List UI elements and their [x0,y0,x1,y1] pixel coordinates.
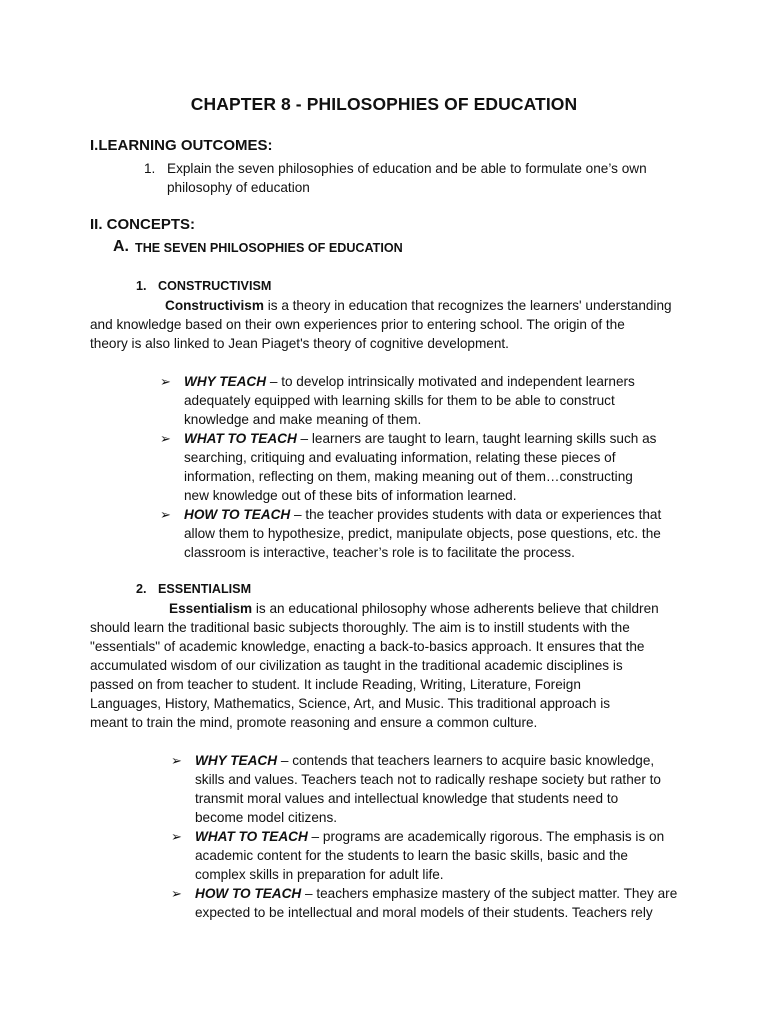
arrow-bullet-icon: ➢ [171,753,182,768]
paragraph-line: should learn the traditional basic subjects thoroughly. The aim is to instill students with the [90,620,630,635]
essentialism-para-first: is an educational philosophy whose adherents believe that children [252,601,659,616]
essentialism-term: Essentialism [169,601,253,616]
bullet-line: classroom is interactive, teacher’s role is to facilitate the process. [184,545,575,560]
paragraph-line: theory is also linked to Jean Piaget's theory of cognitive development. [90,336,509,351]
arrow-bullet-icon: ➢ [171,829,182,844]
arrow-bullet-icon: ➢ [160,431,171,446]
constructivism-para-first: is a theory in education that recognizes the learners' understanding [263,298,672,313]
bullet-line: expected to be intellectual and moral models of their students. Teachers rely [195,905,653,920]
bullet-text: – programs are academically rigorous. The emphasis is on [307,829,665,844]
paragraph-line: Languages, History, Mathematics, Science, Art, and Music. This traditional approach is [90,696,611,711]
paragraph-line: and knowledge based on their own experiences prior to entering school. The origin of the [90,317,625,332]
constructivism-heading: CONSTRUCTIVISM [158,279,272,293]
paragraph-line: accumulated wisdom of our civilization as taught in the traditional academic disciplines is [90,658,623,673]
constructivism-number: 1. [136,279,147,293]
bullet-text: – contends that teachers learners to acquire basic knowledge, [277,753,655,768]
bullet-line: adequately equipped with learning skills for them to be able to construct [184,393,615,408]
learning-outcomes-heading: I.LEARNING OUTCOMES: [90,137,273,154]
bullet-line: information, reflecting on them, making meaning out of them…constructing [184,469,633,484]
bullet-text: – teachers emphasize mastery of the subject matter. They are [301,886,678,901]
bullet-label: HOW TO TEACH [184,507,291,522]
bullet-line: academic content for the students to learn the basic skills, basic and the [195,848,628,863]
bullet-line: skills and values. Teachers teach not to radically reshape society but rather to [195,772,661,787]
bullet-label: WHY TEACH [195,753,278,768]
paragraph-line: meant to train the mind, promote reasoning and ensure a common culture. [90,715,538,730]
bullet-line: allow them to hypothesize, predict, manipulate objects, pose questions, etc. the [184,526,661,541]
bullet-line: complex skills in preparation for adult life. [195,867,444,882]
bullet-line: become model citizens. [195,810,338,825]
bullet-line: searching, critiquing and evaluating information, relating these pieces of [184,450,616,465]
concepts-heading: II. CONCEPTS: [90,216,196,233]
constructivism-term: Constructivism [165,298,264,313]
bullet-label: WHY TEACH [184,374,267,389]
essentialism-paragraph [90,599,659,732]
outcome-number: 1. [144,161,156,176]
constructivism-paragraph [90,296,672,353]
outcome-line: Explain the seven philosophies of education and be able to formulate one’s own [167,161,647,176]
bullet-line: knowledge and make meaning of them. [184,412,422,427]
bullet-text: – to develop intrinsically motivated and independent learners [266,374,635,389]
arrow-bullet-icon: ➢ [160,374,171,389]
bullet-line: transmit moral values and intellectual knowledge that students need to [195,791,619,806]
essentialism-number: 2. [136,582,147,596]
arrow-bullet-icon: ➢ [160,507,171,522]
paragraph-line: "essentials" of academic knowledge, enacting a back-to-basics approach. It ensures that the [90,639,645,654]
outcome-line: philosophy of education [167,180,310,195]
bullet-text: – learners are taught to learn, taught learning skills such as [296,431,657,446]
subsection-letter: A. [113,238,129,255]
bullet-label: WHAT TO TEACH [184,431,297,446]
bullet-label: WHAT TO TEACH [195,829,308,844]
outcome-text [167,159,647,197]
bullet-text: – the teacher provides students with data or experiences that [290,507,662,522]
arrow-bullet-icon: ➢ [171,886,182,901]
paragraph-line: passed on from teacher to student. It include Reading, Writing, Literature, Foreign [90,677,581,692]
essentialism-heading: ESSENTIALISM [158,582,252,596]
bullet-label: HOW TO TEACH [195,886,302,901]
bullet-line: new knowledge out of these bits of information learned. [184,488,517,503]
subsection-heading: THE SEVEN PHILOSOPHIES OF EDUCATION [135,241,403,255]
page-title: CHAPTER 8 - PHILOSOPHIES OF EDUCATION [190,94,578,114]
